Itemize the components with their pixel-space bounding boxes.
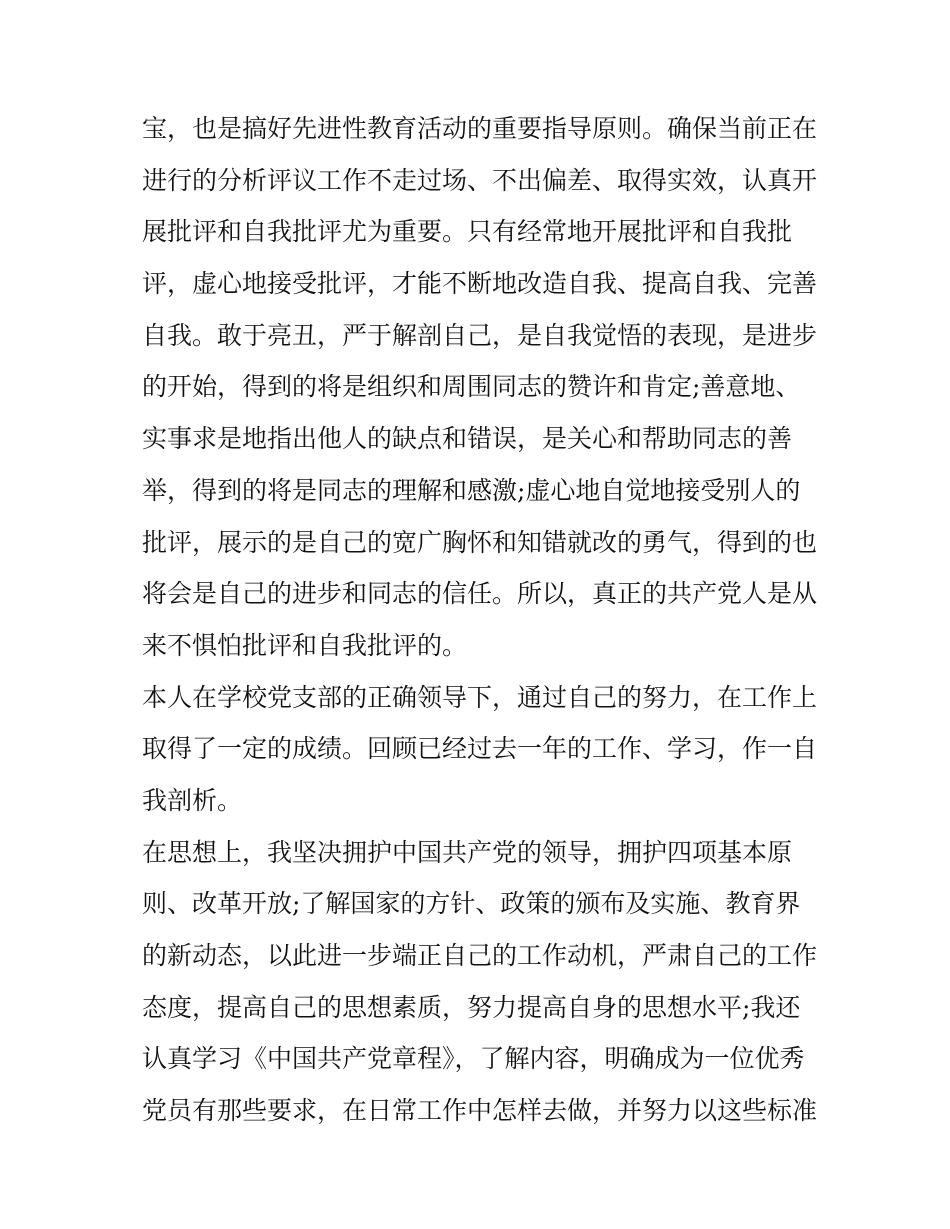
text-line: 宝，也是搞好先进性教育活动的重要指导原则。确保当前正在 xyxy=(142,114,818,143)
paragraph-1 xyxy=(142,103,818,672)
text-line: 态度，提高自己的思想素质，努力提高自身的思想水平;我还 xyxy=(142,992,801,1022)
text-line: 取得了一定的成绩。回顾已经过去一年的工作、学习，作一自 xyxy=(142,734,818,764)
text-line: 则、改革开放;了解国家的方针、政策的颁布及实施、教育界 xyxy=(142,889,801,919)
text-line: 自我。敢于亮丑，严于解剖自己，是自我觉悟的表现，是进步 xyxy=(142,320,818,350)
text-line: 批评，展示的是自己的宽广胸怀和知错就改的勇气，得到的也 xyxy=(142,527,818,557)
text-line: 党员有那些要求，在日常工作中怎样去做，并努力以这些标准 xyxy=(142,1096,818,1126)
text-line: 评，虚心地接受批评，才能不断地改造自我、提高自我、完善 xyxy=(142,269,818,299)
text-line: 认真学习《中国共产党章程》，了解内容，明确成为一位优秀 xyxy=(142,1044,805,1074)
text-line: 将会是自己的进步和同志的信任。所以，真正的共产党人是从 xyxy=(142,579,818,609)
text-line: 本人在学校党支部的正确领导下，通过自己的努力，在工作上 xyxy=(142,682,818,712)
text-line: 的开始，得到的将是组织和周围同志的赞许和肯定;善意地、 xyxy=(142,372,801,402)
document-body xyxy=(142,103,818,1137)
paragraph-2 xyxy=(142,672,818,827)
text-line: 我剖析。 xyxy=(142,785,243,815)
text-line: 的新动态，以此进一步端正自己的工作动机，严肃自己的工作 xyxy=(142,941,818,970)
text-line: 实事求是地指出他人的缺点和错误，是关心和帮助同志的善 xyxy=(142,424,793,454)
text-line: 展批评和自我批评尤为重要。只有经常地开展批评和自我批 xyxy=(142,217,793,247)
text-line: 来不惧怕批评和自我批评的。 xyxy=(142,630,468,660)
text-line: 进行的分析评议工作不走过场、不出偏差、取得实效，认真开 xyxy=(142,165,818,195)
text-line: 在思想上，我坚决拥护中国共产党的领导，拥护四项基本原 xyxy=(142,837,793,867)
paragraph-3 xyxy=(142,827,818,1137)
text-line: 举，得到的将是同志的理解和感激;虚心地自觉地接受别人的 xyxy=(142,475,801,505)
